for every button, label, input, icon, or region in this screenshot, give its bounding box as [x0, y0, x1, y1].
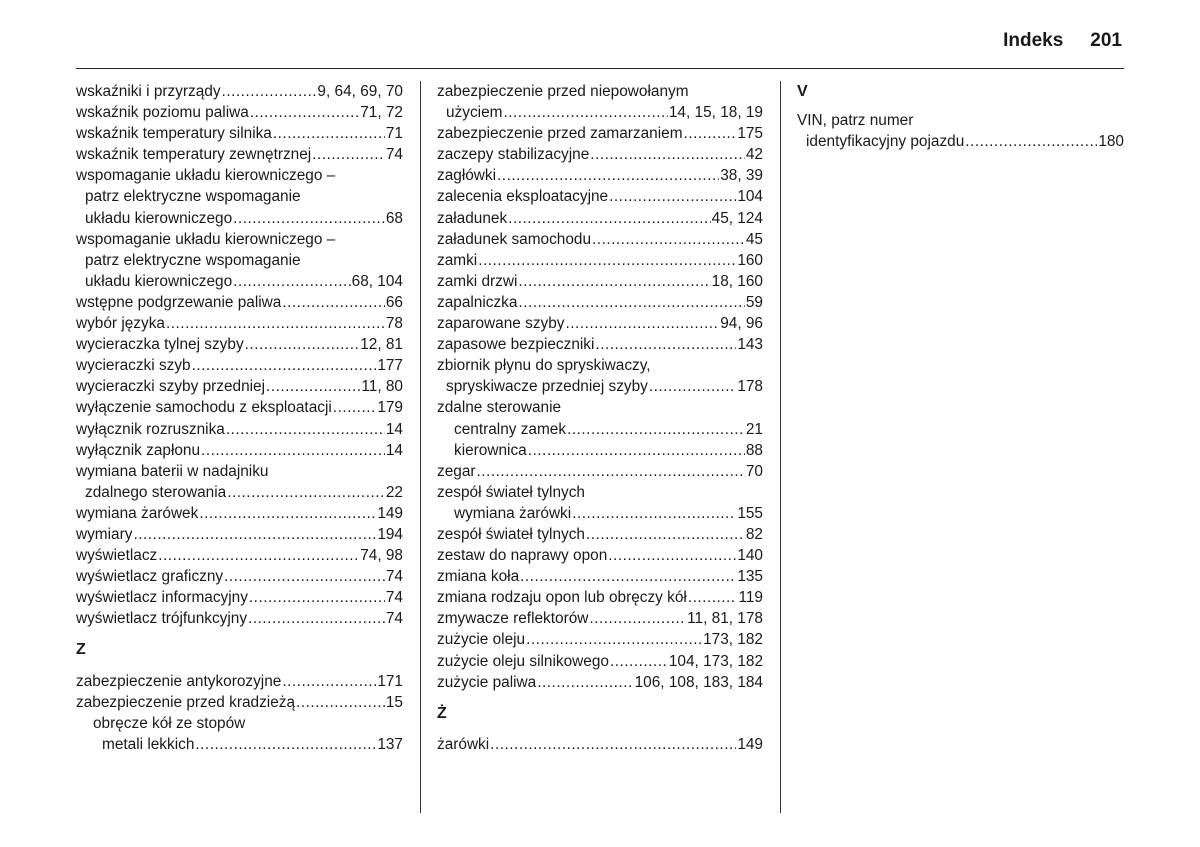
index-entry-continuation: patrz elektryczne wspomaganie	[85, 251, 301, 269]
section-letter: V	[797, 83, 808, 100]
index-entry: VIN, patrz numer	[797, 112, 914, 130]
page-number: 201	[1090, 30, 1122, 51]
index-entry: wyłączenie samochodu z eksploatacji ..... 179	[76, 397, 403, 418]
index-column-2	[437, 81, 763, 755]
index-entry: zużycie paliwa ..... 106, 108, 183, 184	[437, 672, 763, 693]
index-entry: zespół świateł tylnych	[437, 483, 585, 501]
index-entry-continuation: identyfikacyjny pojazdu ..... 180	[797, 131, 1124, 152]
index-subentry: kierownica ..... 88	[437, 440, 763, 461]
index-column-1	[76, 81, 403, 755]
index-entry: wskaźniki i przyrządy ..... 9, 64, 69, 70	[76, 81, 403, 102]
index-entry: zestaw do naprawy opon ..... 140	[437, 545, 763, 566]
index-entry-continuation: układu kierowniczego ..... 68	[76, 208, 403, 229]
index-entry: wspomaganie układu kierowniczego –	[76, 230, 336, 248]
index-entry-continuation: użyciem ..... 14, 15, 18, 19	[437, 102, 763, 123]
index-entry: wyświetlacz ..... 74, 98	[76, 545, 403, 566]
index-entry: wymiana żarówek ..... 149	[76, 503, 403, 524]
index-entry: zalecenia eksploatacyjne ..... 104	[437, 186, 763, 207]
index-entry: wyświetlacz informacyjny ..... 74	[76, 587, 403, 608]
index-subentry: obręcze kół ze stopów	[93, 714, 246, 732]
index-entry: żarówki ..... 149	[437, 734, 763, 755]
section-letter: Ż	[437, 704, 447, 722]
index-entry: zespół świateł tylnych ..... 82	[437, 524, 763, 545]
index-entry: wyłącznik rozrusznika ..... 14	[76, 419, 403, 440]
index-entry: zaparowane szyby ..... 94, 96	[437, 313, 763, 334]
index-entry: wstępne podgrzewanie paliwa ..... 66	[76, 292, 403, 313]
column-divider	[780, 81, 781, 813]
index-entry-continuation: patrz elektryczne wspomaganie	[85, 188, 301, 206]
index-entry: zapalniczka ..... 59	[437, 292, 763, 313]
index-entry: zmywacze reflektorów ..... 11, 81, 178	[437, 608, 763, 629]
index-entry: wspomaganie układu kierowniczego –	[76, 167, 336, 185]
index-entry: zegar ..... 70	[437, 461, 763, 482]
index-entry: wyświetlacz graficzny ..... 74	[76, 566, 403, 587]
index-entry: wyświetlacz trójfunkcyjny ..... 74	[76, 608, 403, 629]
index-entry: wybór języka ..... 78	[76, 313, 403, 334]
index-entry-continuation: zdalnego sterowania ..... 22	[76, 482, 403, 503]
index-entry: zużycie oleju silnikowego ..... 104, 173, 182	[437, 651, 763, 672]
section-letter: Z	[76, 641, 86, 659]
index-entry: zbiornik płynu do spryskiwaczy,	[437, 357, 651, 375]
index-entry: zaczepy stabilizacyjne ..... 42	[437, 144, 763, 165]
index-entry: wycieraczki szyby przedniej ..... 11, 80	[76, 376, 403, 397]
index-entry: zmiana rodzaju opon lub obręczy kół ..... 119	[437, 587, 763, 608]
index-entry: zamki ..... 160	[437, 250, 763, 271]
index-entry: wyłącznik zapłonu ..... 14	[76, 440, 403, 461]
index-subentry: centralny zamek ..... 21	[437, 419, 763, 440]
index-entry: zmiana koła ..... 135	[437, 566, 763, 587]
index-entry: załadunek ..... 45, 124	[437, 208, 763, 229]
index-subentry-continuation: metali lekkich ..... 137	[76, 734, 403, 755]
index-entry: zabezpieczenie przed zamarzaniem ..... 175	[437, 123, 763, 144]
index-entry-continuation: układu kierowniczego ..... 68, 104	[76, 271, 403, 292]
index-entry: wymiary ..... 194	[76, 524, 403, 545]
index-column-3	[797, 81, 1124, 152]
index-entry: wskaźnik temperatury silnika ..... 71	[76, 123, 403, 144]
index-entry: wymiana baterii w nadajniku	[76, 462, 269, 480]
index-entry: wskaźnik temperatury zewnętrznej ..... 74	[76, 144, 403, 165]
index-entry: zabezpieczenie przed niepowołanym	[437, 83, 689, 100]
index-entry: zagłówki ..... 38, 39	[437, 165, 763, 186]
index-entry-continuation: spryskiwacze przedniej szyby ..... 178	[437, 376, 763, 397]
index-entry: zabezpieczenie antykorozyjne ..... 171	[76, 671, 403, 692]
index-entry: zdalne sterowanie	[437, 399, 562, 417]
index-entry: wskaźnik poziomu paliwa ..... 71, 72	[76, 102, 403, 123]
index-entry: zapasowe bezpieczniki ..... 143	[437, 334, 763, 355]
page-header	[1003, 30, 1122, 56]
index-entry: wycieraczka tylnej szyby ..... 12, 81	[76, 334, 403, 355]
header-rule	[76, 68, 1124, 69]
column-divider	[420, 81, 421, 813]
index-entry: zużycie oleju ..... 173, 182	[437, 629, 763, 650]
index-entry: zabezpieczenie przed kradzieżą ..... 15	[76, 692, 403, 713]
index-entry: wycieraczki szyb ..... 177	[76, 355, 403, 376]
index-subentry: wymiana żarówki ..... 155	[437, 503, 763, 524]
index-entry: zamki drzwi ..... 18, 160	[437, 271, 763, 292]
index-entry: załadunek samochodu ..... 45	[437, 229, 763, 250]
section-title: Indeks	[1003, 30, 1064, 51]
